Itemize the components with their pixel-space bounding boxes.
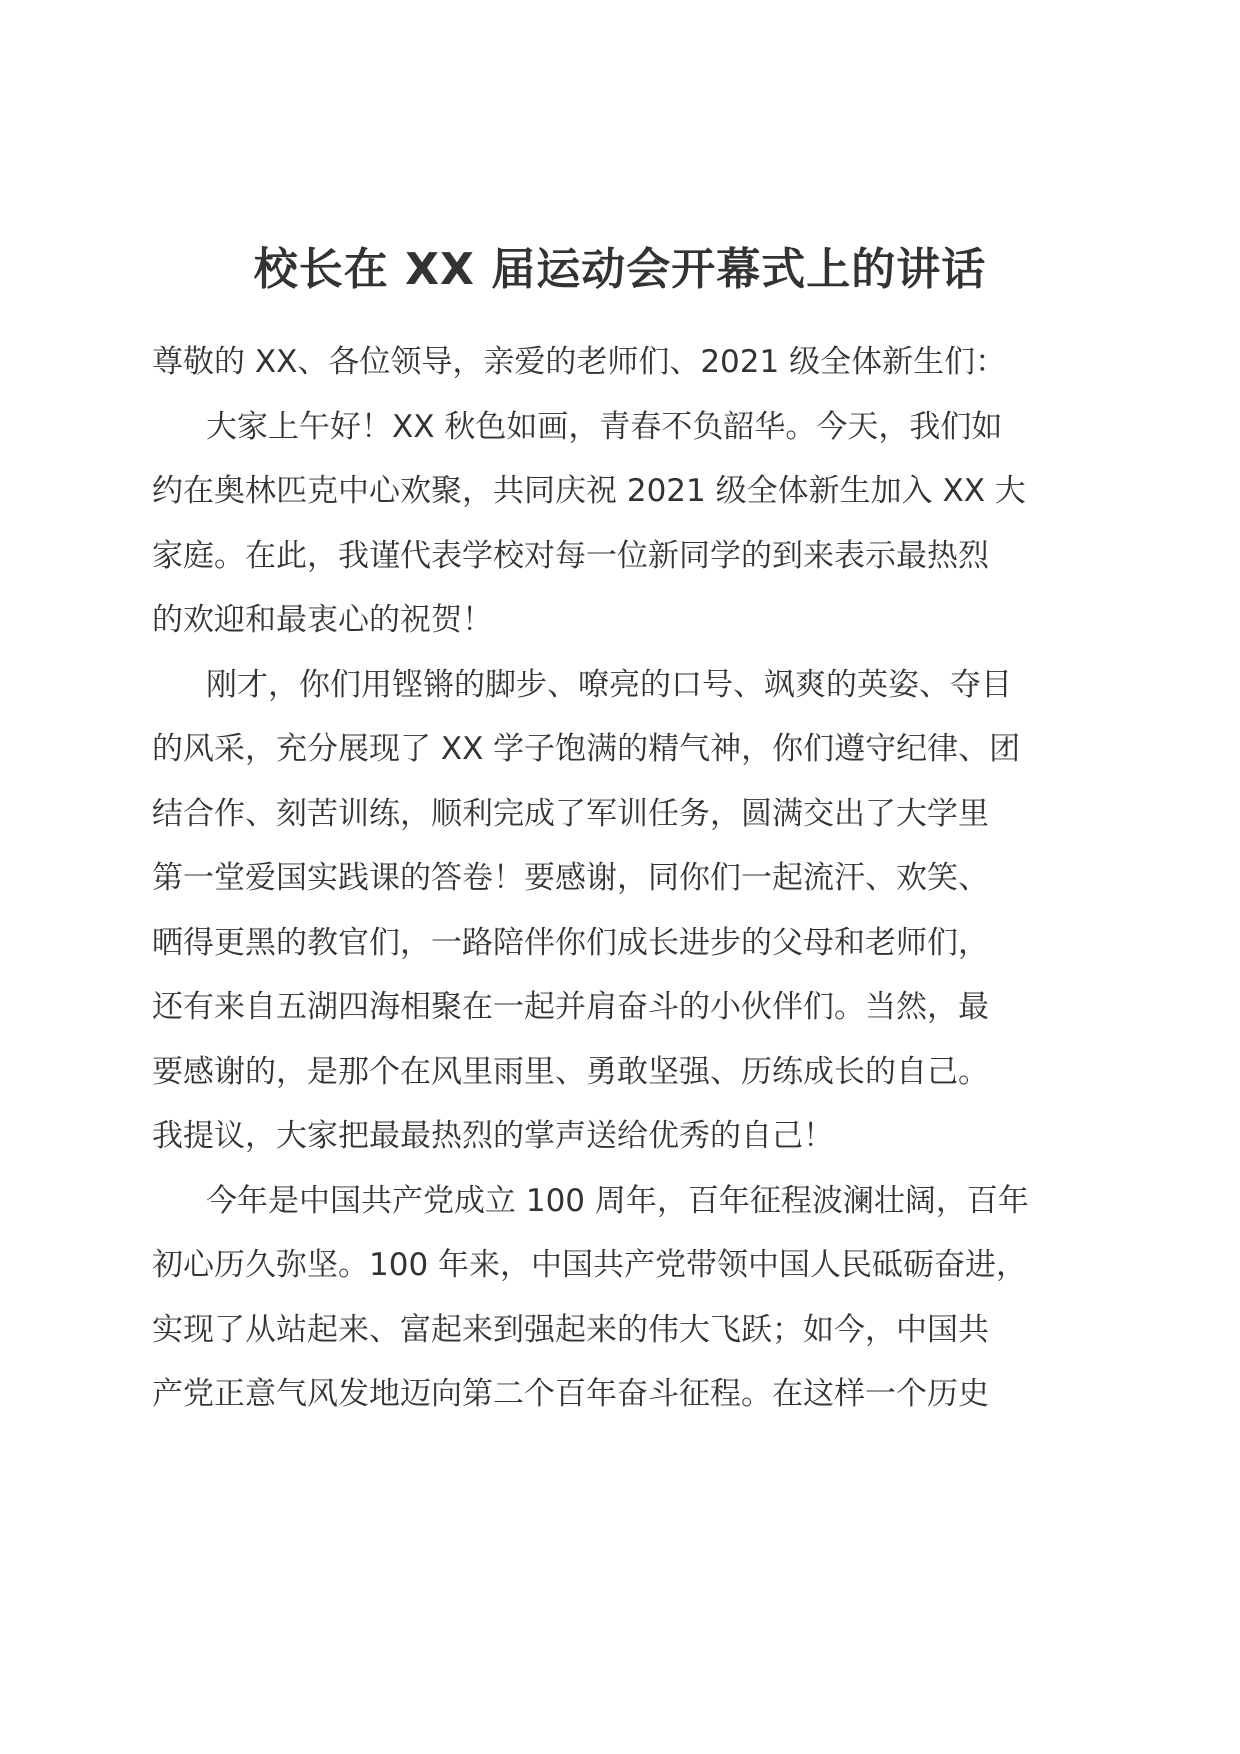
paragraph-2-line-6: 还有来自五湖四海相聚在一起并肩奋斗的小伙伴们。当然，最 — [152, 989, 989, 1025]
paragraph-2-line-4: 第一堂爱国实践课的答卷！要感谢，同你们一起流汗、欢笑、 — [152, 860, 989, 896]
paragraph-1-line-3: 家庭。在此，我谨代表学校对每一位新同学的到来表示最热烈 — [152, 537, 989, 574]
paragraph-2-line-8: 我提议，大家把最最热烈的掌声送给优秀的自己！ — [152, 1118, 834, 1154]
paragraph-2-line-1: 刚才，你们用铿锵的脚步、嘹亮的口号、飒爽的英姿、夺目 — [206, 666, 1012, 703]
paragraph-3-line-4: 产党正意气风发地迈向第二个百年奋斗征程。在这样一个历史 — [152, 1376, 989, 1412]
paragraph-2-line-7: 要感谢的，是那个在风里雨里、勇敢坚强、历练成长的自己。 — [152, 1053, 989, 1090]
paragraph-1-line-4: 的欢迎和最衷心的祝贺！ — [152, 602, 493, 638]
paragraph-3-line-2: 初心历久弥坚。100 年来，中国共产党带领中国人民砥砺奋进， — [152, 1247, 1028, 1283]
paragraph-2-line-2: 的风采，充分展现了 XX 学子饱满的精气神，你们遵守纪律、团 — [152, 731, 1021, 767]
paragraph-2-line-5: 晒得更黑的教官们，一路陪伴你们成长进步的父母和老师们， — [152, 924, 989, 961]
paragraph-1-line-1: 大家上午好！XX 秋色如画，青春不负韶华。今天，我们如 — [206, 408, 1003, 445]
paragraph-2-line-3: 结合作、刻苦训练，顺利完成了军训任务，圆满交出了大学里 — [152, 795, 989, 832]
paragraph-1-line-2: 约在奥林匹克中心欢聚，共同庆祝 2021 级全体新生加入 XX 大 — [152, 473, 1026, 509]
document-body — [152, 330, 1092, 1427]
document-title: 校长在 XX 届运动会开幕式上的讲话 — [253, 244, 987, 295]
paragraph-3-line-3: 实现了从站起来、富起来到强起来的伟大飞跃；如今，中国共 — [152, 1311, 989, 1348]
paragraph-3-line-1: 今年是中国共产党成立 100 周年，百年征程波澜壮阔，百年 — [206, 1182, 1029, 1219]
salutation-line: 尊敬的 XX、各位领导，亲爱的老师们、2021 级全体新生们： — [152, 344, 1007, 380]
